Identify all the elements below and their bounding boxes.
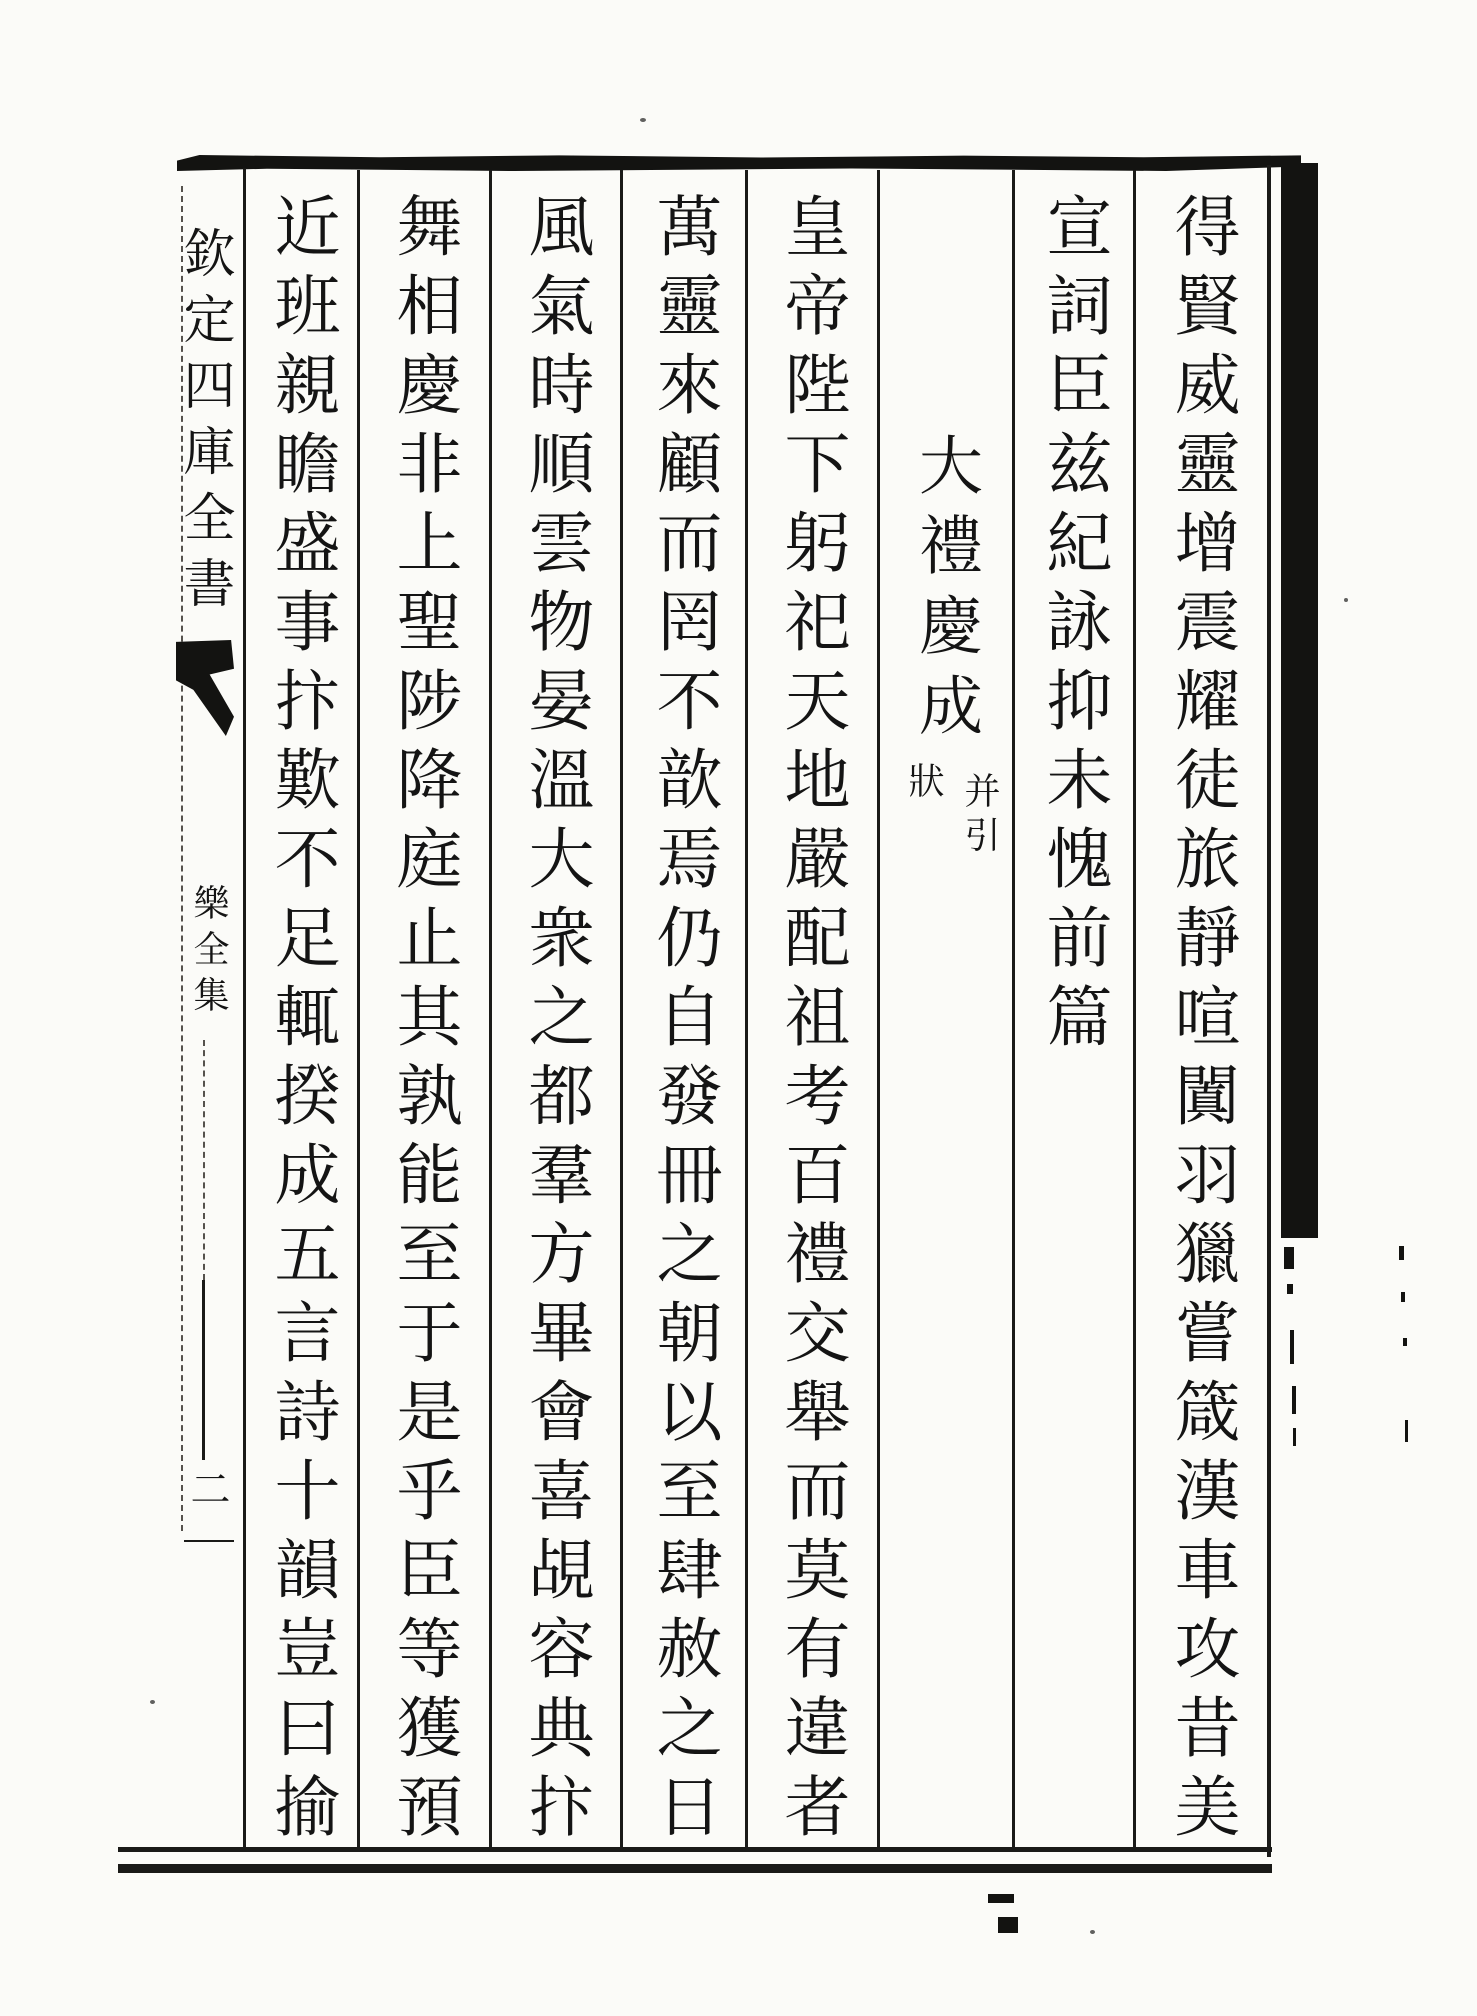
margin-speck: [1401, 1292, 1405, 1302]
binding-dash: [1293, 1428, 1296, 1446]
scan-speck: [150, 1700, 155, 1704]
spine-crease-line: [203, 1040, 205, 1280]
text-column-4: 皇帝陛下躬祀天地嚴配祖考百禮交舉而莫有違者: [773, 192, 850, 1851]
series-title-column: 欽定四庫全書: [174, 226, 234, 622]
text-column-1: 得賢威靈增震耀徒旅靜喧闐羽獵嘗箴漢車攻昔美: [1163, 192, 1240, 1851]
heading-note-left: 狀: [903, 762, 944, 798]
binding-dash: [1287, 1284, 1293, 1294]
text-column-7: 舞相慶非上聖陟降庭止其孰能至于是乎臣等獲預: [385, 192, 462, 1851]
volume-title-column: 樂全集: [188, 884, 229, 1022]
binding-dash: [1290, 1330, 1294, 1364]
top-border-band: [177, 155, 1301, 171]
text-column-6: 風氣時順雲物晏溫大衆之都羣方畢會喜覘容典抃: [517, 192, 594, 1851]
scan-speck: [1090, 1930, 1095, 1934]
right-inner-rule: [1267, 165, 1271, 1857]
spine-crease-line-solid: [202, 1280, 205, 1460]
column-rule-3: [877, 170, 880, 1849]
text-column-2: 宣詞臣兹紀詠抑未愧前篇: [1035, 192, 1112, 1061]
text-column-8: 近班親瞻盛事抃歎不足輒揆成五言詩十韻豈曰揄: [263, 192, 340, 1851]
margin-speck: [1399, 1246, 1404, 1260]
binding-bar: [1281, 163, 1318, 1238]
scan-speck: [1344, 598, 1348, 602]
scan-speck: [640, 118, 646, 122]
bottom-right-mark: [988, 1894, 1014, 1903]
fishtail-mark: [176, 640, 234, 736]
text-column-5: 萬靈來顧而罔不歆焉仍自發冊之朝以至肆赦之日: [645, 192, 722, 1851]
margin-speck: [1405, 1420, 1408, 1442]
folio-underline: [184, 1540, 234, 1542]
binding-dash: [1292, 1386, 1296, 1414]
margin-speck: [1403, 1338, 1407, 1346]
folio-number: 二: [184, 1468, 230, 1508]
heading-note-right: 并引: [959, 772, 1000, 860]
bottom-right-mark: [998, 1917, 1018, 1933]
section-heading: 大禮慶成: [908, 432, 982, 752]
bottom-rule-lower: [118, 1864, 1272, 1873]
binding-dash: [1284, 1247, 1294, 1269]
main-left-rule: [243, 168, 246, 1849]
